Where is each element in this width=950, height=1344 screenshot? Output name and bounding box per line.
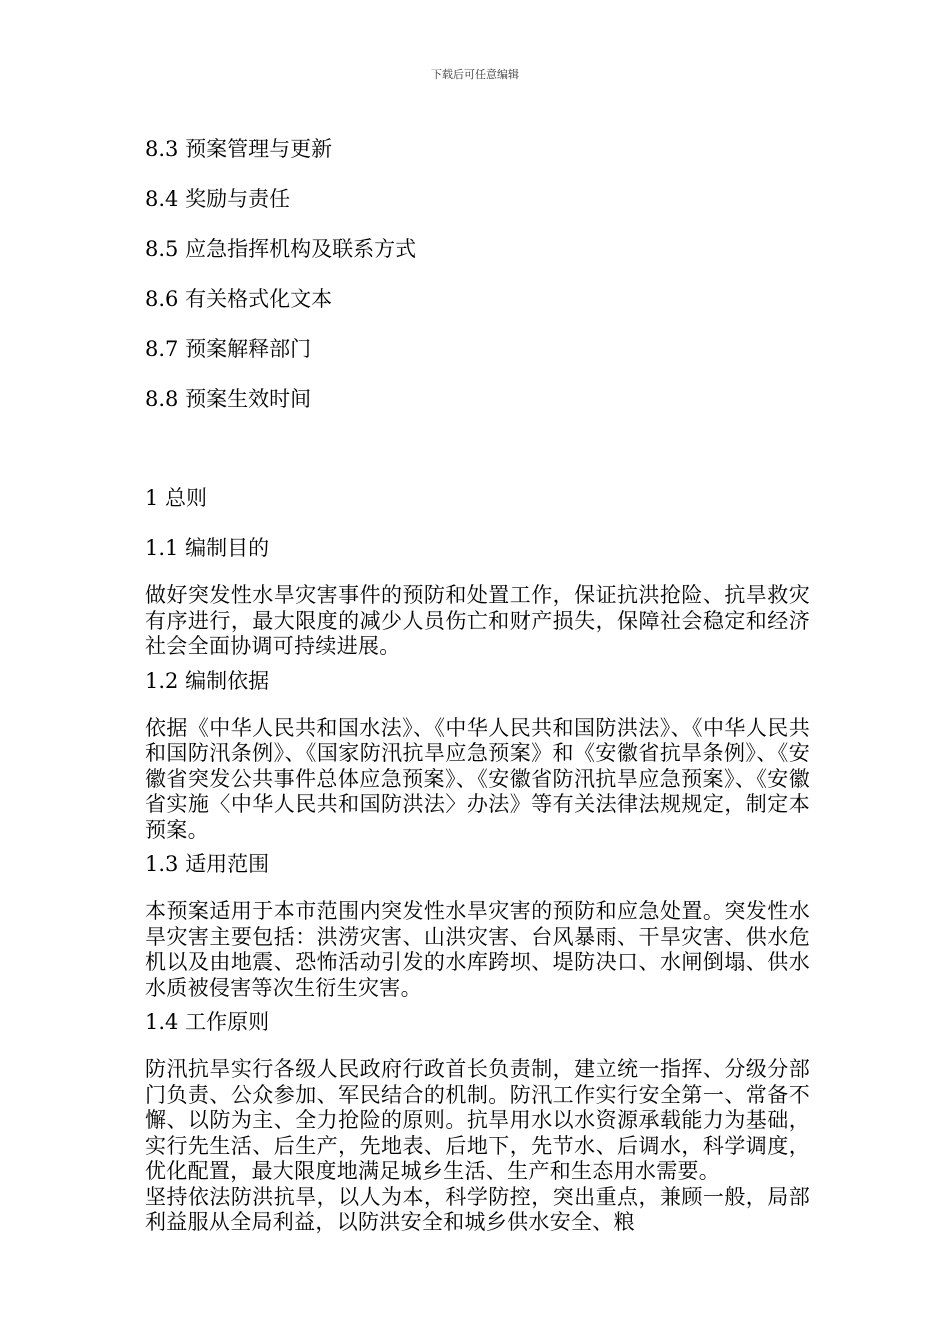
page-header: 下载后可任意编辑 [431, 68, 519, 81]
table-of-contents [145, 134, 416, 434]
toc-item[interactable]: 8.6 有关格式化文本 [145, 287, 333, 311]
toc-item[interactable]: 8.8 预案生效时间 [145, 387, 312, 411]
section-paragraph: 依据《中华人民共和国水法》、《中华人民共和国防洪法》、《中华人民共和国防汛条例》、《国家防汛抗旱应急预案》和《安徽省抗旱条例》、《安徽省突发公共事件总体应急预案》、《安徽省防汛抗旱应急预案》、《安徽省实施〈中华人民共和国防洪法〉办法》等有关法律法规规定，制定本预案。 [145, 715, 810, 842]
toc-item[interactable]: 8.5 应急指挥机构及联系方式 [145, 237, 417, 261]
toc-item[interactable]: 8.7 预案解释部门 [145, 337, 312, 361]
chapter-heading: 1 总则 [145, 486, 208, 510]
section-heading: 1.1 编制目的 [145, 536, 270, 560]
section-paragraph: 防汛抗旱实行各级人民政府行政首长负责制，建立统一指挥、分级分部门负责、公众参加、军民结合的机制。防汛工作实行安全第一、常备不懈、以防为主、全力抢险的原则。抗旱用水以水资源承载能力为基础，实行先生活、后生产，先地表、后地下，先节水、后调水，科学调度，优化配置，最大限度地满足城乡生活、生产和生态用水需要。 [145, 1057, 810, 1183]
section-paragraph: 本预案适用于本市范围内突发性水旱灾害的预防和应急处置。突发性水旱灾害主要包括：洪涝灾害、山洪灾害、台风暴雨、干旱灾害、供水危机以及由地震、恐怖活动引发的水库跨坝、堤防决口、水闸倒塌、供水水质被侵害等次生衍生灾害。 [145, 899, 810, 1000]
section-heading: 1.4 工作原则 [145, 1010, 270, 1034]
section-paragraph: 坚持依法防洪抗旱，以人为本，科学防控，突出重点，兼顾一般，局部利益服从全局利益，以防洪安全和城乡供水安全、粮 [145, 1184, 810, 1234]
section-heading: 1.3 适用范围 [145, 852, 270, 876]
section-heading: 1.2 编制依据 [145, 668, 270, 693]
toc-item[interactable]: 8.3 预案管理与更新 [145, 137, 333, 161]
document-body [145, 483, 810, 1236]
toc-item[interactable]: 8.4 奖励与责任 [145, 187, 291, 211]
section-paragraph: 做好突发性水旱灾害事件的预防和处置工作，保证抗洪抢险、抗旱救灾有序进行，最大限度的减少人员伤亡和财产损失，保障社会稳定和经济社会全面协调可持续进展。 [145, 583, 810, 658]
